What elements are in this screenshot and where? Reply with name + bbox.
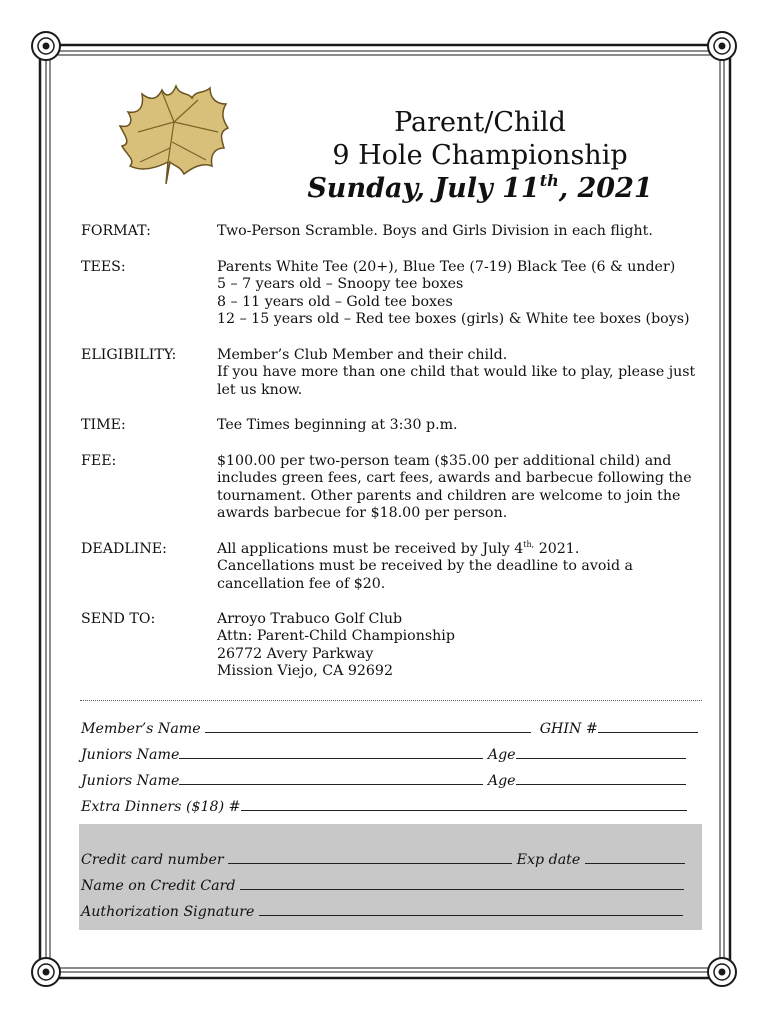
eligibility-line-2: If you have more than one child that would like to play, please just let us know. xyxy=(217,364,696,398)
send-to-label: SEND TO: xyxy=(81,611,156,627)
junior-2-row xyxy=(81,768,693,794)
juniors-name-label-2: Juniors Name xyxy=(81,773,180,789)
authorization-signature-label: Authorization Signature xyxy=(81,904,255,920)
deadline-line-2: Cancellations must be received by the deadline to avoid a cancellation fee of $20. xyxy=(217,558,634,592)
exp-date-field[interactable] xyxy=(585,849,685,864)
corner-ornament-top-left xyxy=(32,32,60,60)
eligibility-line-1: Member’s Club Member and their child. xyxy=(217,347,508,363)
extra-dinners-field[interactable] xyxy=(241,796,687,811)
leaf-logo-icon xyxy=(118,82,230,186)
credit-card-number-field[interactable] xyxy=(228,849,512,864)
time-label: TIME: xyxy=(81,417,126,433)
title-line-2: 9 Hole Championship xyxy=(332,140,628,171)
tees-line-3: 8 – 11 years old – Gold tee boxes xyxy=(217,293,453,310)
junior-1-row xyxy=(81,742,693,768)
name-on-card-row xyxy=(81,873,693,899)
authorization-signature-row xyxy=(81,899,693,925)
send-to-line-2: Attn: Parent-Child Championship xyxy=(217,628,455,645)
event-title xyxy=(300,106,660,205)
credit-card-number-label: Credit card number xyxy=(81,852,224,868)
tees-line-4: 12 – 15 years old – Red tee boxes (girls) & White tee boxes (boys) xyxy=(217,311,690,328)
name-on-card-field[interactable] xyxy=(240,875,684,890)
age-label-2: Age xyxy=(487,773,516,789)
fee-label: FEE: xyxy=(81,453,117,469)
extra-dinners-label: Extra Dinners ($18) # xyxy=(81,799,241,815)
ghin-field[interactable] xyxy=(598,718,698,733)
credit-card-row xyxy=(81,847,693,873)
event-date: Sunday, July 11th, 2021 xyxy=(307,171,653,204)
juniors-name-field-2[interactable] xyxy=(179,770,483,785)
corner-ornament-bottom-right xyxy=(708,958,736,986)
format-text: Two-Person Scramble. Boys and Girls Division in each flight. xyxy=(217,223,653,239)
eligibility-label: ELIGIBILITY: xyxy=(81,347,177,363)
members-name-field[interactable] xyxy=(205,718,531,733)
send-to-line-3: 26772 Avery Parkway xyxy=(217,645,374,662)
corner-ornament-top-right xyxy=(708,32,736,60)
name-on-card-label: Name on Credit Card xyxy=(81,878,236,894)
extra-dinners-row xyxy=(81,794,693,820)
time-text: Tee Times beginning at 3:30 p.m. xyxy=(217,417,458,433)
ghin-label: GHIN # xyxy=(539,721,598,737)
send-to-line-4: Mission Viejo, CA 92692 xyxy=(217,663,393,680)
fee-text: $100.00 per two-person team ($35.00 per additional child) and includes green fees, cart fees, awards and barbecue following the tournament. Other parents and children are welcome to join the awards barbecue for $18.00 per person. xyxy=(217,453,692,522)
send-to-line-1: Arroyo Trabuco Golf Club xyxy=(217,611,403,627)
juniors-name-label-1: Juniors Name xyxy=(81,747,180,763)
members-name-label: Member’s Name xyxy=(81,721,201,737)
registration-form xyxy=(81,716,693,820)
deadline-label: DEADLINE: xyxy=(81,541,167,557)
corner-ornament-bottom-left xyxy=(32,958,60,986)
tees-label: TEES: xyxy=(81,259,126,275)
age-field-1[interactable] xyxy=(516,744,686,759)
format-label: FORMAT: xyxy=(81,223,151,239)
age-field-2[interactable] xyxy=(516,770,686,785)
authorization-signature-field[interactable] xyxy=(259,901,683,916)
tees-line-2: 5 – 7 years old – Snoopy tee boxes xyxy=(217,276,464,293)
deadline-line-1: All applications must be received by July $4^{th,}$ 2021. xyxy=(217,540,580,557)
divider xyxy=(80,700,702,701)
exp-date-label: Exp date xyxy=(516,852,581,868)
juniors-name-field-1[interactable] xyxy=(179,744,483,759)
title-line-1: Parent/Child xyxy=(394,107,566,138)
members-name-row xyxy=(81,716,693,742)
payment-form xyxy=(81,847,693,925)
age-label-1: Age xyxy=(487,747,516,763)
tees-line-1: Parents White Tee (20+), Blue Tee (7-19) Black Tee (6 & under) xyxy=(217,259,676,275)
